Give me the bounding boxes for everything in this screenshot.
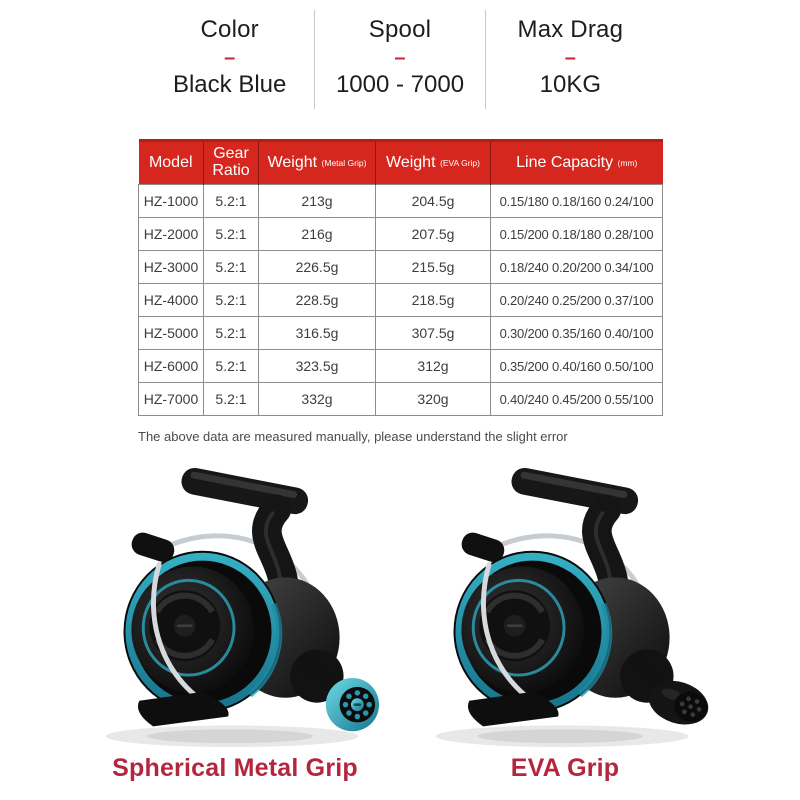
table-cell: 226.5g <box>259 251 376 284</box>
table-cell: 0.35/200 0.40/160 0.50/100 <box>491 350 663 383</box>
table-cell: 215.5g <box>376 251 491 284</box>
disclaimer-note: The above data are measured manually, please understand the slight error <box>138 429 568 444</box>
table-cell: 316.5g <box>259 317 376 350</box>
col-header-weight-metal: Weight (Metal Grip) <box>259 141 376 185</box>
table-row <box>139 383 663 416</box>
table-cell: 0.15/180 0.18/160 0.24/100 <box>491 185 663 218</box>
table-cell: 323.5g <box>259 350 376 383</box>
spec-table <box>138 139 663 416</box>
table-cell: 0.18/240 0.20/200 0.34/100 <box>491 251 663 284</box>
table-row <box>139 251 663 284</box>
table-cell: 5.2:1 <box>204 218 259 251</box>
table-cell: 204.5g <box>376 185 491 218</box>
table-cell: HZ-3000 <box>139 251 204 284</box>
spec-spool-title: Spool <box>368 16 432 43</box>
table-cell: 218.5g <box>376 284 491 317</box>
table-cell: 5.2:1 <box>204 251 259 284</box>
table-row <box>139 284 663 317</box>
spec-table-wrap <box>138 139 662 416</box>
table-cell: 216g <box>259 218 376 251</box>
table-cell: 307.5g <box>376 317 491 350</box>
spec-max-drag <box>486 10 655 109</box>
col-header-line-capacity: Line Capacity (mm) <box>491 141 663 185</box>
table-body <box>139 185 663 416</box>
table-cell: 0.30/200 0.35/160 0.40/100 <box>491 317 663 350</box>
table-cell: HZ-5000 <box>139 317 204 350</box>
spec-color-title: Color <box>200 16 259 43</box>
spec-max-drag-value: 10KG <box>539 71 601 98</box>
table-header <box>139 141 663 185</box>
table-cell: 5.2:1 <box>204 284 259 317</box>
reel-photo-eva-grip <box>410 458 720 754</box>
spec-spool-value: 1000 - 7000 <box>335 71 465 98</box>
table-cell: HZ-2000 <box>139 218 204 251</box>
table-cell: 228.5g <box>259 284 376 317</box>
table-cell: 5.2:1 <box>204 383 259 416</box>
table-row <box>139 218 663 251</box>
caption-eva-grip: EVA Grip <box>510 754 620 782</box>
spec-max-drag-title: Max Drag <box>517 16 624 43</box>
table-cell: 320g <box>376 383 491 416</box>
table-row <box>139 185 663 218</box>
spec-color-value: Black Blue <box>172 71 287 98</box>
table-row <box>139 317 663 350</box>
table-row <box>139 350 663 383</box>
dash-divider: – <box>394 47 406 69</box>
table-cell: 332g <box>259 383 376 416</box>
table-cell: HZ-4000 <box>139 284 204 317</box>
reel-metal-grip <box>75 458 395 783</box>
spec-color <box>145 10 315 109</box>
col-header-weight-eva: Weight (EVA Grip) <box>376 141 491 185</box>
table-cell: 0.40/240 0.45/200 0.55/100 <box>491 383 663 416</box>
specs-bar <box>145 10 655 109</box>
col-header-model: Model <box>139 141 204 185</box>
table-cell: HZ-7000 <box>139 383 204 416</box>
reel-gallery <box>75 458 725 783</box>
table-cell: 5.2:1 <box>204 185 259 218</box>
reel-eva-grip <box>405 458 725 783</box>
col-header-gear-ratio: Gear Ratio <box>204 141 259 185</box>
table-cell: 213g <box>259 185 376 218</box>
dash-divider: – <box>564 47 576 69</box>
table-cell: 207.5g <box>376 218 491 251</box>
table-cell: 312g <box>376 350 491 383</box>
spherical-metal-knob <box>326 678 379 731</box>
reel-photo-metal-grip <box>80 458 390 754</box>
table-cell: HZ-6000 <box>139 350 204 383</box>
table-cell: 5.2:1 <box>204 317 259 350</box>
table-cell: 0.15/200 0.18/180 0.28/100 <box>491 218 663 251</box>
table-cell: 0.20/240 0.25/200 0.37/100 <box>491 284 663 317</box>
table-cell: 5.2:1 <box>204 350 259 383</box>
spec-spool <box>315 10 485 109</box>
dash-divider: – <box>224 47 236 69</box>
table-cell: HZ-1000 <box>139 185 204 218</box>
caption-metal-grip: Spherical Metal Grip <box>112 754 358 782</box>
